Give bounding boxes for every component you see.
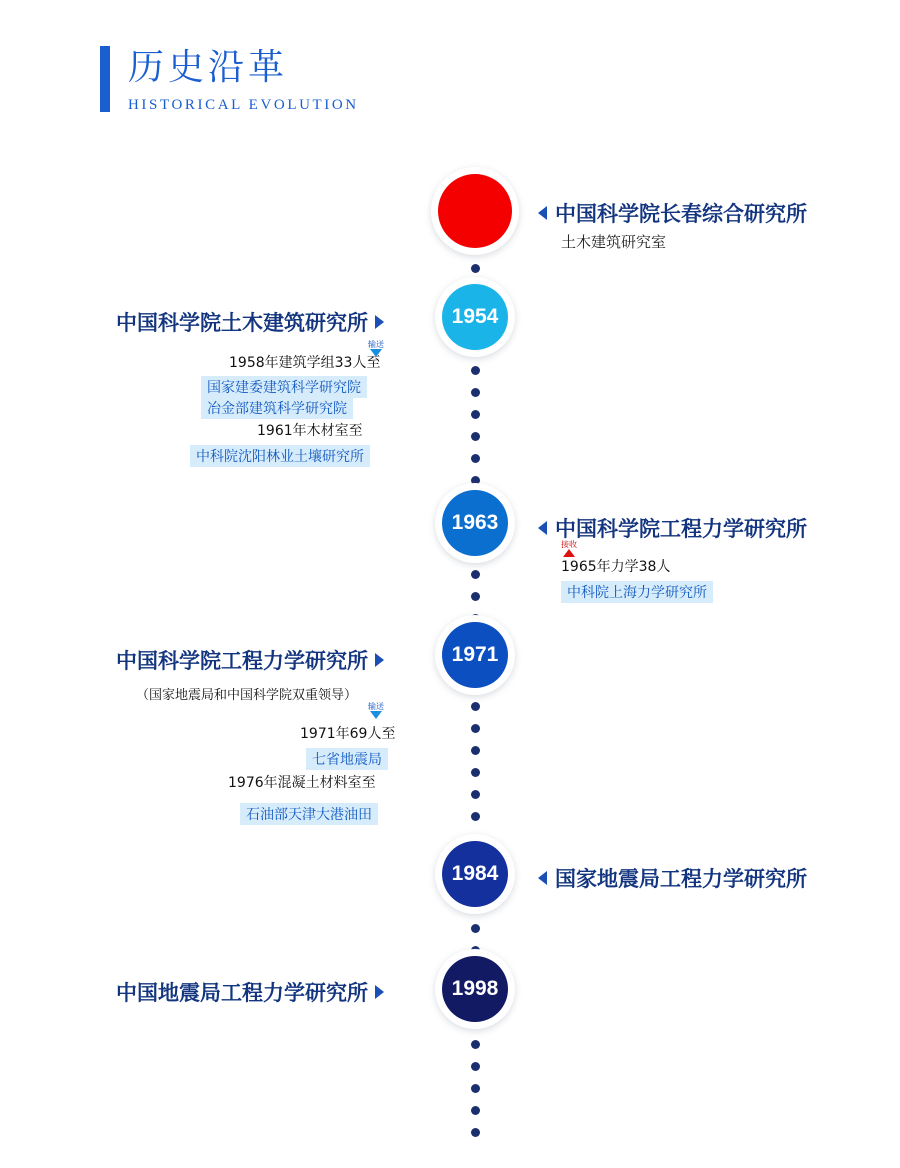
timeline-dot: [471, 790, 480, 799]
timeline-node-1963[interactable]: 1963: [442, 490, 508, 556]
left-subtitle: （国家地震局和中国科学院双重领导）: [136, 688, 358, 703]
left-note: 1961年木材室至: [257, 423, 363, 439]
arrow-left-icon: [538, 521, 547, 535]
left-chip: 中科院沈阳林业土壤研究所: [190, 445, 370, 467]
left-title: 中国地震局工程力学研究所: [116, 981, 368, 1005]
timeline-node-1954[interactable]: 1954: [442, 284, 508, 350]
left-chip: 冶金部建筑科学研究院: [201, 397, 353, 419]
left-label-1998: [116, 977, 384, 1007]
left-title: 中国科学院土木建筑研究所: [116, 311, 368, 335]
timeline-dot: [471, 946, 480, 955]
arrow-left-icon: [538, 206, 547, 220]
right-chip: 中科院上海力学研究所: [561, 581, 713, 603]
timeline-dot: [471, 924, 480, 933]
timeline-node-1984[interactable]: 1984: [442, 841, 508, 907]
right-title: 中国科学院工程力学研究所: [555, 517, 807, 541]
timeline-dot: [471, 1128, 480, 1137]
timeline-dot: [471, 432, 480, 441]
left-chip: 石油部天津大港油田: [240, 803, 378, 825]
right-subtitle: 土木建筑研究室: [561, 233, 667, 251]
right-note: 1965年力学38人: [561, 559, 671, 575]
timeline-dot: [471, 724, 480, 733]
timeline-dot: [471, 410, 480, 419]
page-subtitle: HISTORICAL EVOLUTION: [128, 97, 359, 113]
receive-marker: [561, 540, 577, 557]
timeline-node-1971[interactable]: 1971: [442, 622, 508, 688]
transfer-marker-label: 输送: [368, 702, 384, 711]
timeline-dot: [471, 1106, 480, 1115]
right-title: 国家地震局工程力学研究所: [555, 867, 807, 891]
timeline-node-1998[interactable]: 1998: [442, 956, 508, 1022]
arrow-right-icon: [375, 315, 384, 329]
left-note: 1976年混凝土材料室至: [228, 775, 376, 791]
receive-marker-label: 接收: [561, 540, 577, 549]
timeline-dot: [471, 592, 480, 601]
timeline-dot: [471, 746, 480, 755]
timeline-dot: [471, 476, 480, 485]
arrow-right-icon: [375, 985, 384, 999]
timeline-dot: [471, 702, 480, 711]
timeline-node-origin[interactable]: [438, 174, 512, 248]
timeline-dot: [471, 1040, 480, 1049]
timeline-dot: [471, 812, 480, 821]
left-title: 中国科学院工程力学研究所: [116, 649, 368, 673]
page-title: 历史沿革: [128, 47, 289, 88]
left-note: 1958年建筑学组33人至: [229, 355, 381, 371]
transfer-marker-label: 输送: [368, 340, 384, 349]
timeline-dot: [471, 366, 480, 375]
right-title: 中国科学院长春综合研究所: [555, 202, 807, 226]
right-label-1963: [538, 513, 807, 543]
left-chip: 七省地震局: [306, 748, 388, 770]
timeline-dot: [471, 1062, 480, 1071]
left-label-1971: [116, 645, 384, 675]
arrow-right-icon: [375, 653, 384, 667]
timeline-dot: [471, 570, 480, 579]
left-label-1954: [116, 307, 384, 337]
timeline-dot: [471, 1084, 480, 1093]
timeline-dot: [471, 388, 480, 397]
triangle-down-icon: [370, 711, 382, 719]
left-chip: 国家建委建筑科学研究院: [201, 376, 367, 398]
timeline-dot: [471, 768, 480, 777]
right-label-origin: [538, 198, 807, 228]
transfer-marker: [368, 702, 384, 719]
left-note: 1971年69人至: [300, 726, 396, 742]
timeline-dot: [471, 264, 480, 273]
arrow-left-icon: [538, 871, 547, 885]
right-label-1984: [538, 863, 807, 893]
timeline-dot: [471, 454, 480, 463]
